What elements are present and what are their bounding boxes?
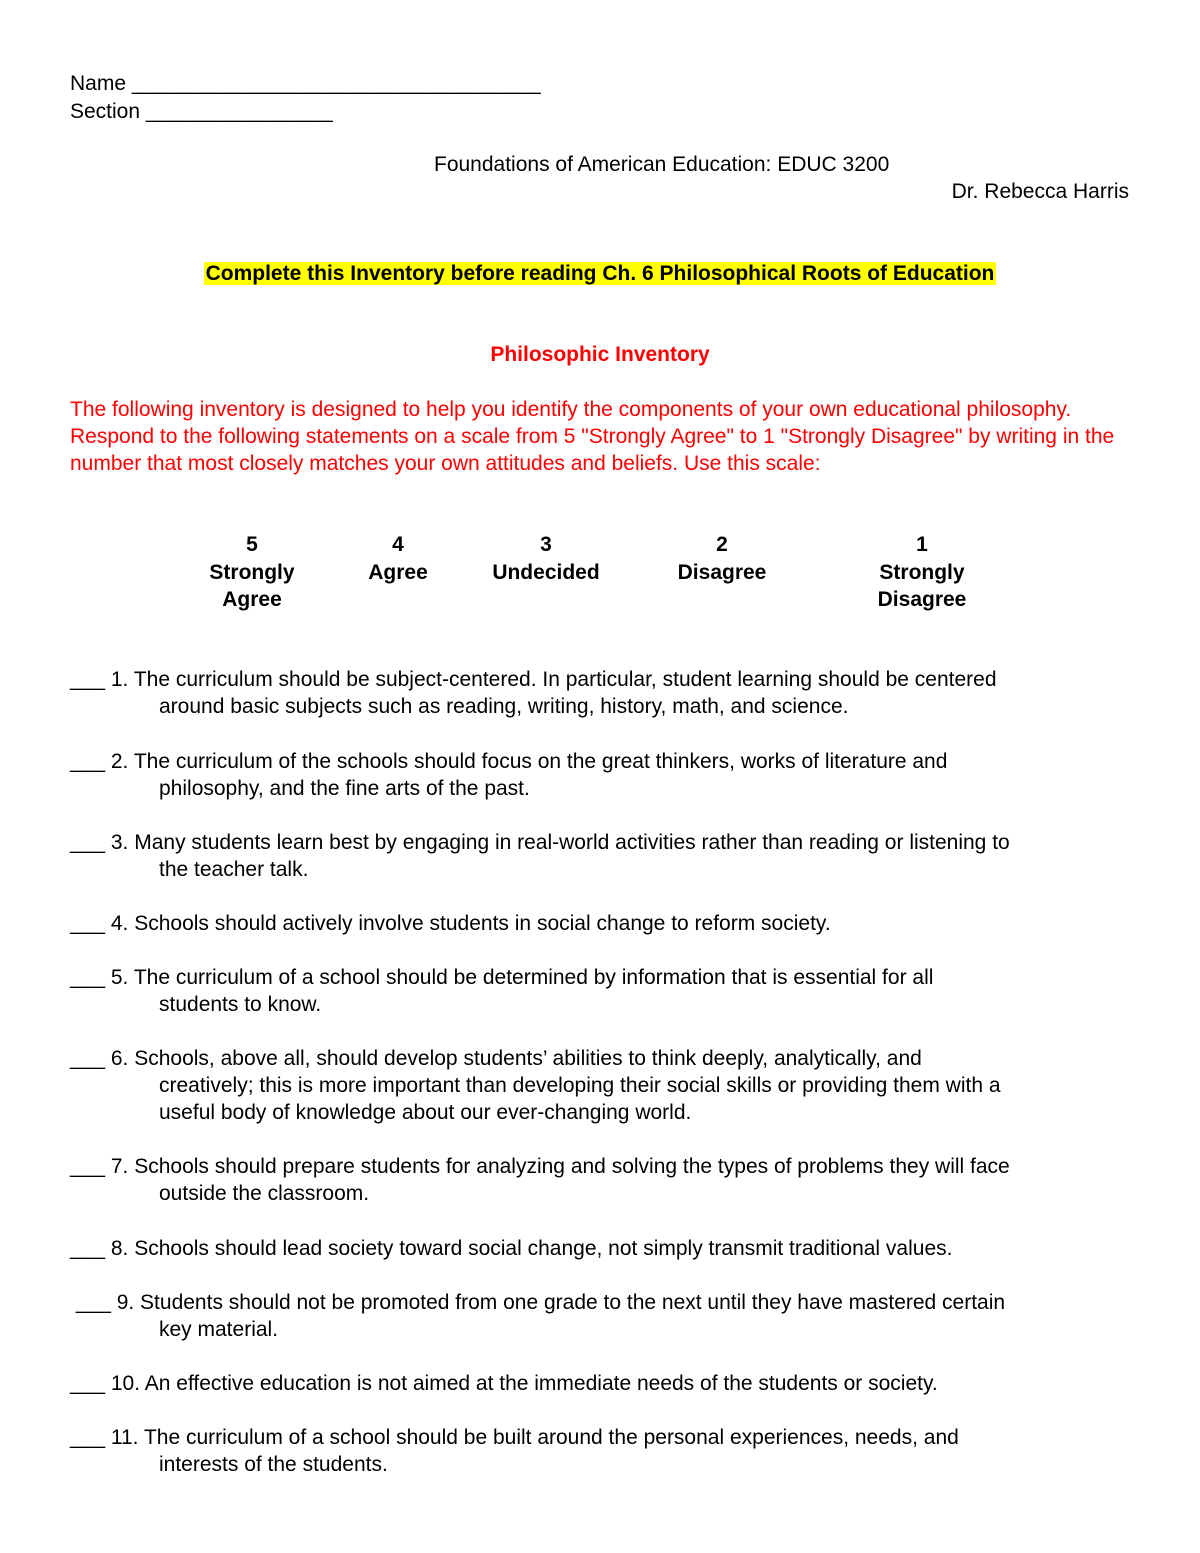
item-text-continued: philosophy, and the fine arts of the past. [159, 777, 530, 800]
item-text: ___ 6. Schools, above all, should develop students’ abilities to think deeply, analytically, and [70, 1047, 922, 1070]
scale-label: Strongly [209, 560, 295, 584]
item-text-continued: outside the classroom. [159, 1182, 370, 1205]
item-text: ___ 4. Schools should actively involve students in social change to reform society. [70, 912, 831, 935]
item-text: ___ 9. Students should not be promoted from one grade to the next until they have mastered certain [70, 1291, 1006, 1314]
inventory-item-1 [70, 666, 1135, 720]
inventory-item-5 [70, 964, 1135, 1018]
item-text-continued: key material. [159, 1318, 279, 1341]
item-text: ___ 2. The curriculum of the schools should focus on the great thinkers, works of literature and [70, 750, 948, 773]
item-text-continued: the teacher talk. [159, 858, 309, 881]
scale-label: Strongly [879, 560, 965, 584]
notice-highlight: Complete this Inventory before reading Ch. 6 Philosophical Roots of Education [205, 262, 995, 285]
inventory-item-11 [70, 1424, 1135, 1478]
item-text-continued: useful body of knowledge about our ever-changing world. [159, 1101, 692, 1124]
inventory-item-7 [70, 1153, 1135, 1207]
scale-item-3 [476, 531, 616, 586]
scale-label: Agree [222, 588, 282, 611]
scale-number: 2 [716, 533, 728, 556]
intro-paragraph: The following inventory is designed to help you identify the components of your own educational philosophy. Respond to the following statements on a scale from 5 "Strongly Agree" to 1 "Strongly Disagree" by writing in the number that most closely matches your own attitudes and beliefs. Use this scale: [70, 398, 1115, 475]
item-text: ___ 11. The curriculum of a school should be built around the personal experiences, needs, and [70, 1426, 959, 1449]
inventory-item-2 [70, 748, 1135, 802]
scale-label: Undecided [492, 560, 600, 584]
item-text-continued: around basic subjects such as reading, writing, history, math, and science. [159, 695, 849, 718]
item-text: ___ 7. Schools should prepare students for analyzing and solving the types of problems they will face [70, 1155, 1010, 1178]
inventory-item-6 [70, 1045, 1135, 1126]
item-text-continued: creatively; this is more important than developing their social skills or providing them with a [159, 1074, 1001, 1097]
item-text-continued: students to know. [159, 993, 322, 1016]
instructor-name: Dr. Rebecca Harris [951, 180, 1129, 203]
inventory-item-4 [70, 910, 1135, 937]
item-text: ___ 1. The curriculum should be subject-centered. In particular, student learning should be centered [70, 668, 997, 691]
scale-label: Disagree [677, 560, 767, 584]
scale-number: 1 [916, 533, 928, 556]
page-title: Philosophic Inventory [490, 343, 710, 366]
inventory-item-9 [70, 1289, 1135, 1343]
section-field-label: Section ________________ [70, 100, 333, 123]
notice-line [0, 260, 1200, 288]
inventory-item-3 [70, 829, 1135, 883]
course-title: Foundations of American Education: EDUC 3200 [434, 153, 890, 176]
inventory-item-10 [70, 1370, 1135, 1397]
name-field-label: Name ___________________________________ [70, 72, 541, 95]
scale-label: Agree [368, 560, 428, 584]
item-text: ___ 10. An effective education is not aimed at the immediate needs of the students or society. [70, 1372, 938, 1395]
item-text: ___ 5. The curriculum of a school should be determined by information that is essential for all [70, 966, 934, 989]
item-text: ___ 3. Many students learn best by engaging in real-world activities rather than reading or listening to [70, 831, 1010, 854]
scale-label: Disagree [877, 588, 967, 611]
scale-number: 3 [540, 533, 552, 556]
scale-item-1 [862, 531, 982, 614]
inventory-item-8 [70, 1235, 1135, 1262]
scale-number: 5 [246, 533, 258, 556]
scale-number: 4 [392, 533, 404, 556]
item-text: ___ 8. Schools should lead society toward social change, not simply transmit traditional values. [70, 1237, 953, 1260]
scale-item-2 [662, 531, 782, 586]
item-text-continued: interests of the students. [159, 1453, 388, 1476]
scale-item-5 [190, 531, 314, 614]
scale-item-4 [348, 531, 448, 586]
